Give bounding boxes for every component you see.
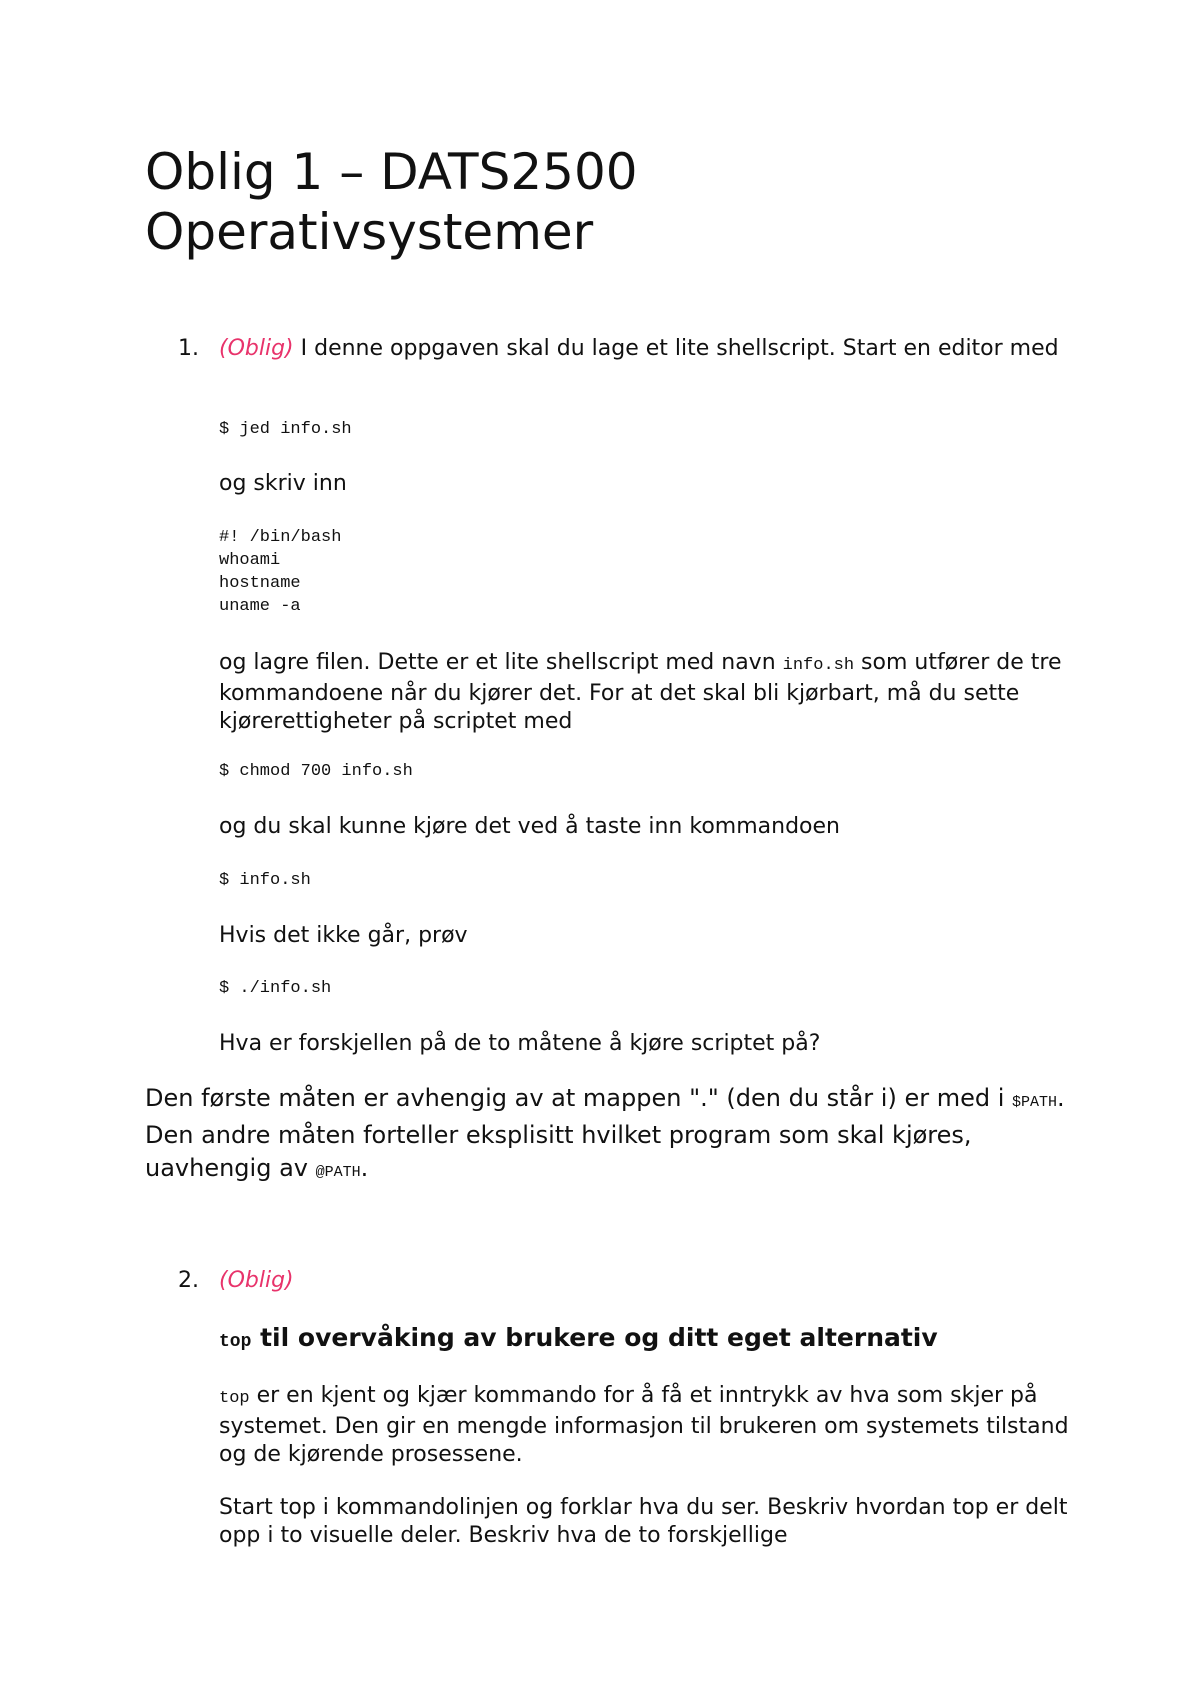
q1-save-code: info.sh [782,656,855,675]
q2-p1-code: top [219,1389,250,1408]
q1-oblig-tag: (Oblig) [219,336,294,361]
q1-cmd-run: $ info.sh [219,871,311,890]
q1-script-block: #! /bin/bash whoami hostname uname -a [219,528,342,616]
answer-part-2: . Den andre måten forteller eksplisitt hvilket program som skal kjøres, uavhengig av [145,1084,1065,1182]
title-line-2: Operativsystemer [145,203,594,261]
q1-if-not: Hvis det ikke går, prøv [219,923,468,948]
q2-heading [219,1322,1099,1358]
q1-intro [219,335,1099,363]
q1-write-in: og skriv inn [219,471,347,496]
q1-question: Hva er forskjellen på de to måtene å kjøre scriptet på? [219,1031,821,1056]
answer-code-path: $PATH [1012,1094,1058,1111]
q1-cmd-editor: $ jed info.sh [219,420,352,439]
q1-intro-text: I denne oppgaven skal du lage et lite shellscript. Start en editor med [293,336,1059,361]
q2-p1-text: er en kjent og kjær kommando for å få et inntrykk av hva som skjer på systemet. Den gir en mengde informasjon til brukeren om systemets tilstand og de kjørende prosessene. [219,1383,1069,1467]
answer-part-3: . [360,1154,369,1182]
answer-part-1: Den første måten er avhengig av at mappen "." (den du står i) er med i [145,1084,1013,1112]
q1-cmd-chmod: $ chmod 700 info.sh [219,762,413,781]
title-line-1: Oblig 1 – DATS2500 [145,143,638,201]
q2-number: 2. [178,1268,199,1293]
q1-answer [145,1082,1065,1189]
answer-code-at-path: @PATH [315,1164,361,1181]
document-title [145,142,1105,262]
q1-cmd-run-local: $ ./info.sh [219,979,332,998]
q2-paragraph-2: Start top i kommandolinjen og forklar hva du ser. Beskriv hvordan top er delt opp i to visuelle deler. Beskriv hva de to forskjellige [219,1495,1068,1548]
q1-run-text: og du skal kunne kjøre det ved å taste inn kommandoen [219,814,840,839]
q1-save-paragraph [219,649,1099,736]
q1-save-after: som utfører de tre kommandoene når du kjører det. For at det skal bli kjørbart, må du sette kjørerettigheter på scriptet med [219,650,1062,734]
q2-tag-line [219,1267,1099,1295]
q2-paragraph-1 [219,1382,1099,1469]
q2-oblig-tag: (Oblig) [219,1268,294,1293]
q1-save-before: og lagre filen. Dette er et lite shellscript med navn [219,650,783,675]
q1-number: 1. [178,336,199,361]
q2-heading-code: top [219,1332,252,1352]
q2-heading-text: til overvåking av brukere og ditt eget alternativ [251,1323,938,1352]
